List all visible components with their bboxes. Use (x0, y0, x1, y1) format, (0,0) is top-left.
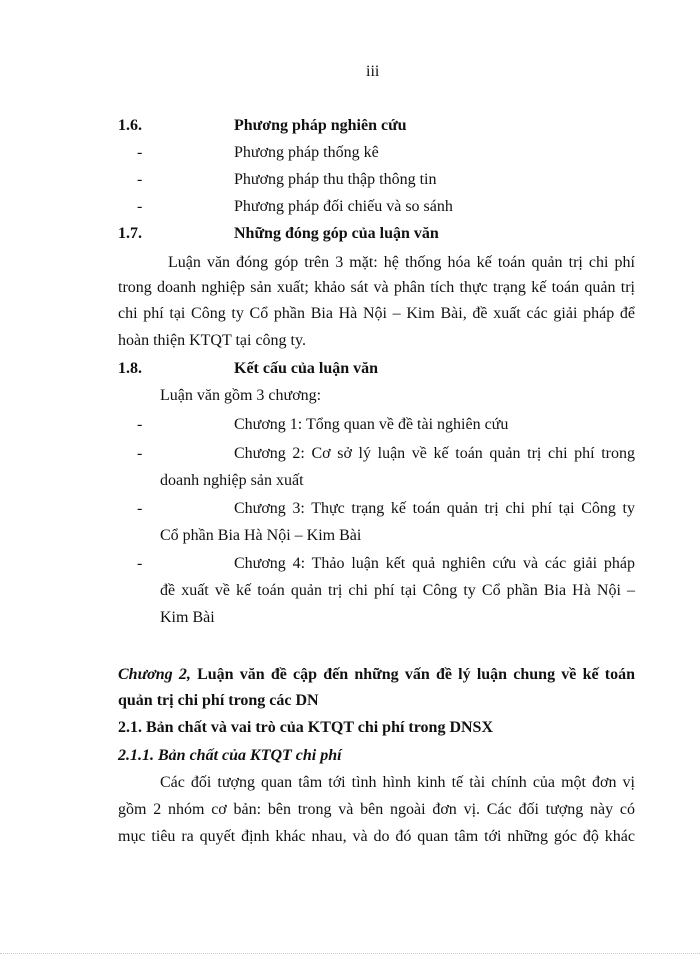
section-number: 1.6. (118, 117, 142, 134)
page-bottom-divider (0, 953, 700, 954)
paragraph-line: gồm 2 nhóm cơ bản: bên trong và bên ngoài đơn vị. Các đối tượng này có (118, 801, 635, 818)
chapter-item: Chương 1: Tổng quan về đề tài nghiên cứu (234, 416, 509, 433)
section-title: Phương pháp nghiên cứu (234, 117, 407, 134)
chapter-item-continuation: doanh nghiệp sản xuất (160, 472, 304, 489)
chapter-item-continuation: Kim Bài (160, 609, 215, 626)
paragraph-line: hoàn thiện KTQT tại công ty. (118, 332, 306, 349)
chapter-summary-line (118, 667, 635, 683)
paragraph-line: Luận văn gồm 3 chương: (160, 387, 322, 404)
subsection-heading: 2.1. Bản chất và vai trò của KTQT chi phí trong DNSX (118, 719, 494, 736)
section-number: 1.8. (118, 360, 142, 377)
paragraph-line: trong doanh nghiệp sản xuất; khảo sát và phân tích thực trạng kế toán quản trị (118, 279, 635, 296)
paragraph-line: mục tiêu ra quyết định khác nhau, và do đó quan tâm tới những góc độ khác (118, 828, 635, 845)
section-title: Kết cấu của luận văn (234, 360, 379, 377)
bullet-dash: - (137, 171, 143, 188)
chapter-item: Chương 2: Cơ sở lý luận về kế toán quản trị chi phí trong (234, 445, 635, 462)
bullet-dash: - (137, 500, 143, 517)
chapter-summary-line: quản trị chi phí trong các DN (118, 692, 319, 709)
paragraph-line: Các đối tượng quan tâm tới tình hình kinh tế tài chính của một đơn vị (160, 774, 635, 791)
bullet-dash: - (137, 416, 143, 433)
subsubsection-heading: 2.1.1. Bản chất của KTQT chi phí (118, 747, 342, 764)
chapter-summary-text: Luận văn đề cập đến những vấn đề lý luận chung về kế toán (197, 666, 636, 683)
chapter-item: Chương 4: Thảo luận kết quả nghiên cứu và các giải pháp (234, 555, 635, 572)
paragraph-line: chi phí tại Công ty Cổ phần Bia Hà Nội – Kim Bài, đề xuất các giải pháp để (118, 305, 635, 322)
bullet-dash: - (137, 144, 143, 161)
page-number: iii (366, 63, 380, 80)
chapter-item-continuation: đề xuất về kế toán quản trị chi phí tại Công ty Cổ phần Bia Hà Nội – (160, 582, 635, 599)
chapter-item: Chương 3: Thực trạng kế toán quản trị chi phí tại Công ty (234, 500, 635, 517)
section-title: Những đóng góp của luận văn (234, 225, 439, 242)
list-item: Phương pháp thống kê (234, 144, 379, 161)
chapter-item-continuation: Cổ phần Bia Hà Nội – Kim Bài (160, 527, 362, 544)
list-item: Phương pháp thu thập thông tin (234, 171, 437, 188)
list-item: Phương pháp đối chiếu và so sánh (234, 198, 453, 215)
paragraph-line: Luận văn đóng góp trên 3 mặt: hệ thống hóa kế toán quản trị chi phí (168, 254, 635, 271)
bullet-dash: - (137, 198, 143, 215)
chapter-lead: Chương 2, (118, 666, 191, 683)
bullet-dash: - (137, 445, 143, 462)
bullet-dash: - (137, 555, 143, 572)
section-number: 1.7. (118, 225, 142, 242)
